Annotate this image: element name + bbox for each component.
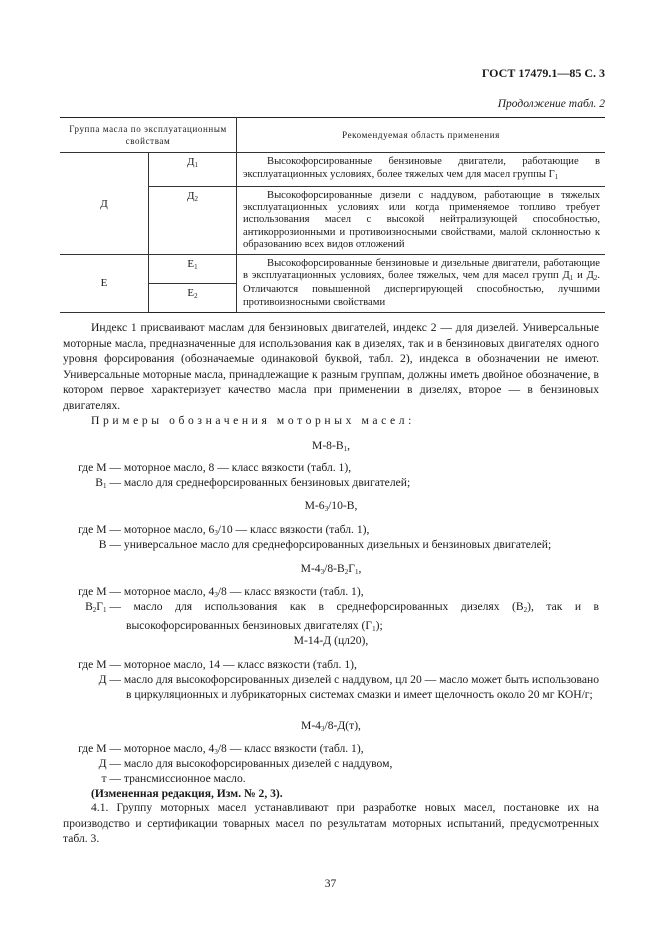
example-line: В — универсальное масло для среднефорсированных дизельных и бензиновых двигателей; [98, 538, 552, 551]
group-cell-d: Д [60, 153, 149, 255]
example-line: т — трансмиссионное масло. [101, 772, 246, 785]
application-cell: Высокофорсированные бензиновые и дизельные двигатели, работающие в эксплуатационных условиях, более тяжелых, чем для масел групп $Д_1$ и $Д_2$. Отличаются повышенной диспергирующей способностью, лучшими противоизносными свойствами [237, 255, 606, 313]
subgroup-cell: $Е_2$ [149, 283, 237, 312]
example-code: $М-8-В_1$, [312, 439, 350, 453]
clause-4-1: 4.1. Группу моторных масел устанавливают при разработке новых масел, постановке их на производство и сертификации товарных масел по результатам моторных испытаний, предусмотренных табл. 3. [63, 801, 599, 845]
example-line: где М — моторное масло, $4_3/8$ — класс вязкости (табл. 1), [78, 585, 364, 599]
example-line: где М — моторное масло, $4_3/8$ — класс вязкости (табл. 1), [78, 742, 364, 756]
page-number: 37 [324, 878, 337, 890]
example-code: $М-4_3/8-Д(т)$, [301, 719, 361, 733]
example-line: где М — моторное масло, $6_3/10$ — класс вязкости (табл. 1), [78, 523, 370, 537]
example-line: где М — моторное масло, 8 — класс вязкости (табл. 1), [78, 461, 352, 474]
example-code: $М-6_3/10-В$, [304, 499, 358, 513]
col-header-application: Рекомендуемая область применения [237, 118, 606, 153]
subgroup-cell: $Д_2$ [149, 187, 237, 255]
document-code: ГОСТ 17479.1—85 С. 3 [481, 66, 605, 80]
examples-heading: Примеры обозначения моторных масел: [91, 414, 415, 427]
col-header-group: Группа масла по эксплуатационным свойствам [60, 118, 237, 153]
group-cell-e: Е [60, 255, 149, 313]
subgroup-cell: $Д_1$ [149, 153, 237, 187]
example-line: Д — масло для высокофорсированных дизелей с наддувом, [98, 757, 393, 770]
example-line: Д — масло для высокофорсированных дизелей с наддувом, цл 20 — масло может быть использовано в циркуляционных и лубрикаторных системах смазки и имеет щелочность около 20 мг КОН/г; [98, 673, 599, 701]
example-code: $М-4_3/8-В_2Г_1$, [300, 562, 362, 576]
application-cell: Высокофорсированные бензиновые двигатели, работающие в эксплуатационных условиях, более тяжелых чем для масел группы $Г_1$ [237, 153, 606, 187]
example-code: М-14-Д (цл20), [293, 634, 369, 647]
amendment-note: (Измененная редакция, Изм. № 2, 3). [91, 787, 283, 800]
subgroup-cell: $Е_1$ [149, 255, 237, 284]
example-line: $В_2Г_1$ — масло для использования как в среднефорсированных дизелях $(В_2)$, так и в высокофорсированных бензиновых двигателях $(Г_1)$; [85, 600, 599, 633]
oil-group-table [60, 117, 605, 313]
example-line: $В_1$ — масло для среднефорсированных бензиновых двигателей; [95, 476, 411, 490]
example-line: где М — моторное масло, 14 — класс вязкости (табл. 1), [78, 658, 357, 671]
application-cell: Высокофорсированные дизели с наддувом, работающие в тяжелых эксплуатационных условиях или когда применяемое топливо требует использования масел с высокой нейтрализующей способностью, антикоррозионными и противоизносными свойствами, малой склонностью к образованию всех видов отложений [237, 187, 606, 255]
index-paragraph: Индекс 1 присваивают маслам для бензиновых двигателей, индекс 2 — для дизелей. Универсальные моторные масла, предназначенные для использования как в дизелях, так и в бензиновых двигателях одного уровня форсирования (обозначаемые одинаковой буквой, табл. 2), индекса в обозначении не имеют. Универсальные моторные масла, принадлежащие к разным группам, должны иметь двойное обозначение, в котором первое характеризует качество масла при применении в дизелях, второе — в бензиновых двигателях. [63, 321, 599, 412]
table-continuation-label: Продолжение табл. 2 [497, 98, 605, 110]
